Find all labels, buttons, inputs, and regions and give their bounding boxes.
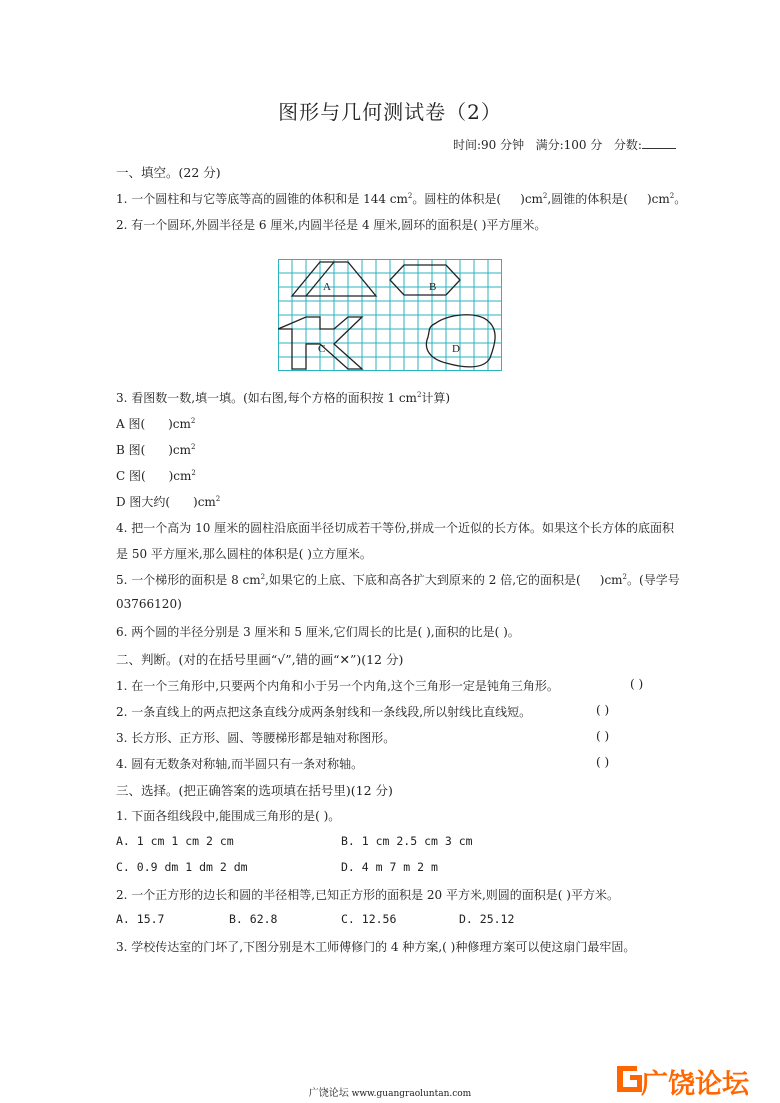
exam-meta (453, 136, 676, 153)
logo-text: 广饶论坛 (641, 1069, 749, 1100)
judge-item-2: 2. 一条直线上的两点把这条直线分成两条射线和一条线段,所以射线比直线短。 (116, 705, 532, 719)
judge-item-3: 3. 长方形、正方形、圆、等腰梯形都是轴对称图形。 (116, 731, 396, 745)
label-b: B (429, 281, 437, 293)
judge-item-1: 1. 在一个三角形中,只要两个内角和小于另一个内角,这个三角形一定是钝角三角形。 (116, 679, 559, 693)
question-1-5-line1: 5. 一个梯形的面积是 8 $cm^2$,如果它的上底、下底和高各扩大到原来的 2 倍,它的面积是( )$cm^2$。(导学号 (116, 573, 680, 587)
time-limit: 时间:90 分钟 (453, 138, 525, 152)
choice-2-option-a: A. 15.7 (116, 912, 165, 926)
section1-heading: 一、填空。(22 分) (116, 165, 221, 180)
choice-1-option-d: D. 4 m 7 m 2 m (341, 860, 438, 874)
judge-answer-1[interactable]: ( ) (630, 677, 644, 691)
choice-1-option-a: A. 1 cm 1 cm 2 cm (116, 834, 234, 848)
question-1-5-line2: 03766120) (116, 597, 182, 611)
judge-item-4: 4. 圆有无数条对称轴,而半圆只有一条对称轴。 (116, 757, 364, 771)
answer-b: B 图( )$cm^2$ (116, 443, 196, 457)
judge-answer-4[interactable]: ( ) (596, 755, 610, 769)
answer-c: C 图( )$cm^2$ (116, 469, 196, 483)
answer-d: D 图大约( )$cm^2$ (116, 495, 221, 509)
choice-2-option-c: C. 12.56 (341, 912, 397, 926)
choice-2-option-d: D. 25.12 (459, 912, 515, 926)
grid-figure (278, 259, 502, 371)
shape-d (426, 315, 495, 367)
footer-url: www.guangraoluntan.com (351, 1089, 472, 1099)
answer-a: A 图( )$cm^2$ (116, 417, 196, 431)
question-1-4-line1: 4. 把一个高为 10 厘米的圆柱沿底面半径切成若干等份,拼成一个近似的长方体。如果这个长方体的底面积 (116, 521, 674, 535)
question-1-1: 1. 一个圆柱和与它等底等高的圆锥的体积和是 144 $cm^2$。圆柱的体积是( )$cm^2$,圆锥的体积是( )$cm^2$。 (116, 192, 687, 206)
page-title: 图形与几何测试卷（2） (278, 100, 502, 124)
score-blank[interactable] (642, 136, 676, 149)
label-a: A (323, 281, 331, 293)
section2-heading: 二、判断。(对的在括号里画“√”,错的画“✕”)(12 分) (116, 652, 404, 667)
choice-2-option-b: B. 62.8 (229, 912, 278, 926)
judge-answer-2[interactable]: ( ) (596, 703, 610, 717)
section3-heading: 三、选择。(把正确答案的选项填在括号里)(12 分) (116, 783, 393, 798)
full-score: 满分:100 分 (535, 138, 603, 152)
choice-1-option-c: C. 0.9 dm 1 dm 2 dm (116, 860, 248, 874)
shape-b (390, 265, 460, 295)
question-1-3: 3. 看图数一数,填一填。(如右图,每个方格的面积按 1 $cm^2$计算) (116, 391, 451, 405)
choice-question-1: 1. 下面各组线段中,能围成三角形的是( )。 (116, 809, 341, 823)
footer-site-name: 广饶论坛 (308, 1088, 349, 1099)
question-1-6: 6. 两个圆的半径分别是 3 厘米和 5 厘米,它们周长的比是( ),面积的比是( )。 (116, 625, 520, 639)
question-1-4-line2: 是 50 平方厘米,那么圆柱的体积是( )立方厘米。 (116, 547, 372, 561)
choice-question-3: 3. 学校传达室的门坏了,下图分别是木工师傅修门的 4 种方案,( )种修理方案可以使这扇门最牢固。 (116, 940, 636, 954)
question-1-2: 2. 有一个圆环,外圆半径是 6 厘米,内圆半径是 4 厘米,圆环的面积是( )平方厘米。 (116, 218, 547, 232)
label-d: D (452, 343, 460, 355)
label-c: C (318, 343, 326, 355)
choice-1-option-b: B. 1 cm 2.5 cm 3 cm (341, 834, 473, 848)
score-label: 分数: (613, 138, 642, 152)
judge-answer-3[interactable]: ( ) (596, 729, 610, 743)
choice-question-2: 2. 一个正方形的边长和圆的半径相等,已知正方形的面积是 20 平方米,则圆的面积是( )平方米。 (116, 888, 619, 902)
